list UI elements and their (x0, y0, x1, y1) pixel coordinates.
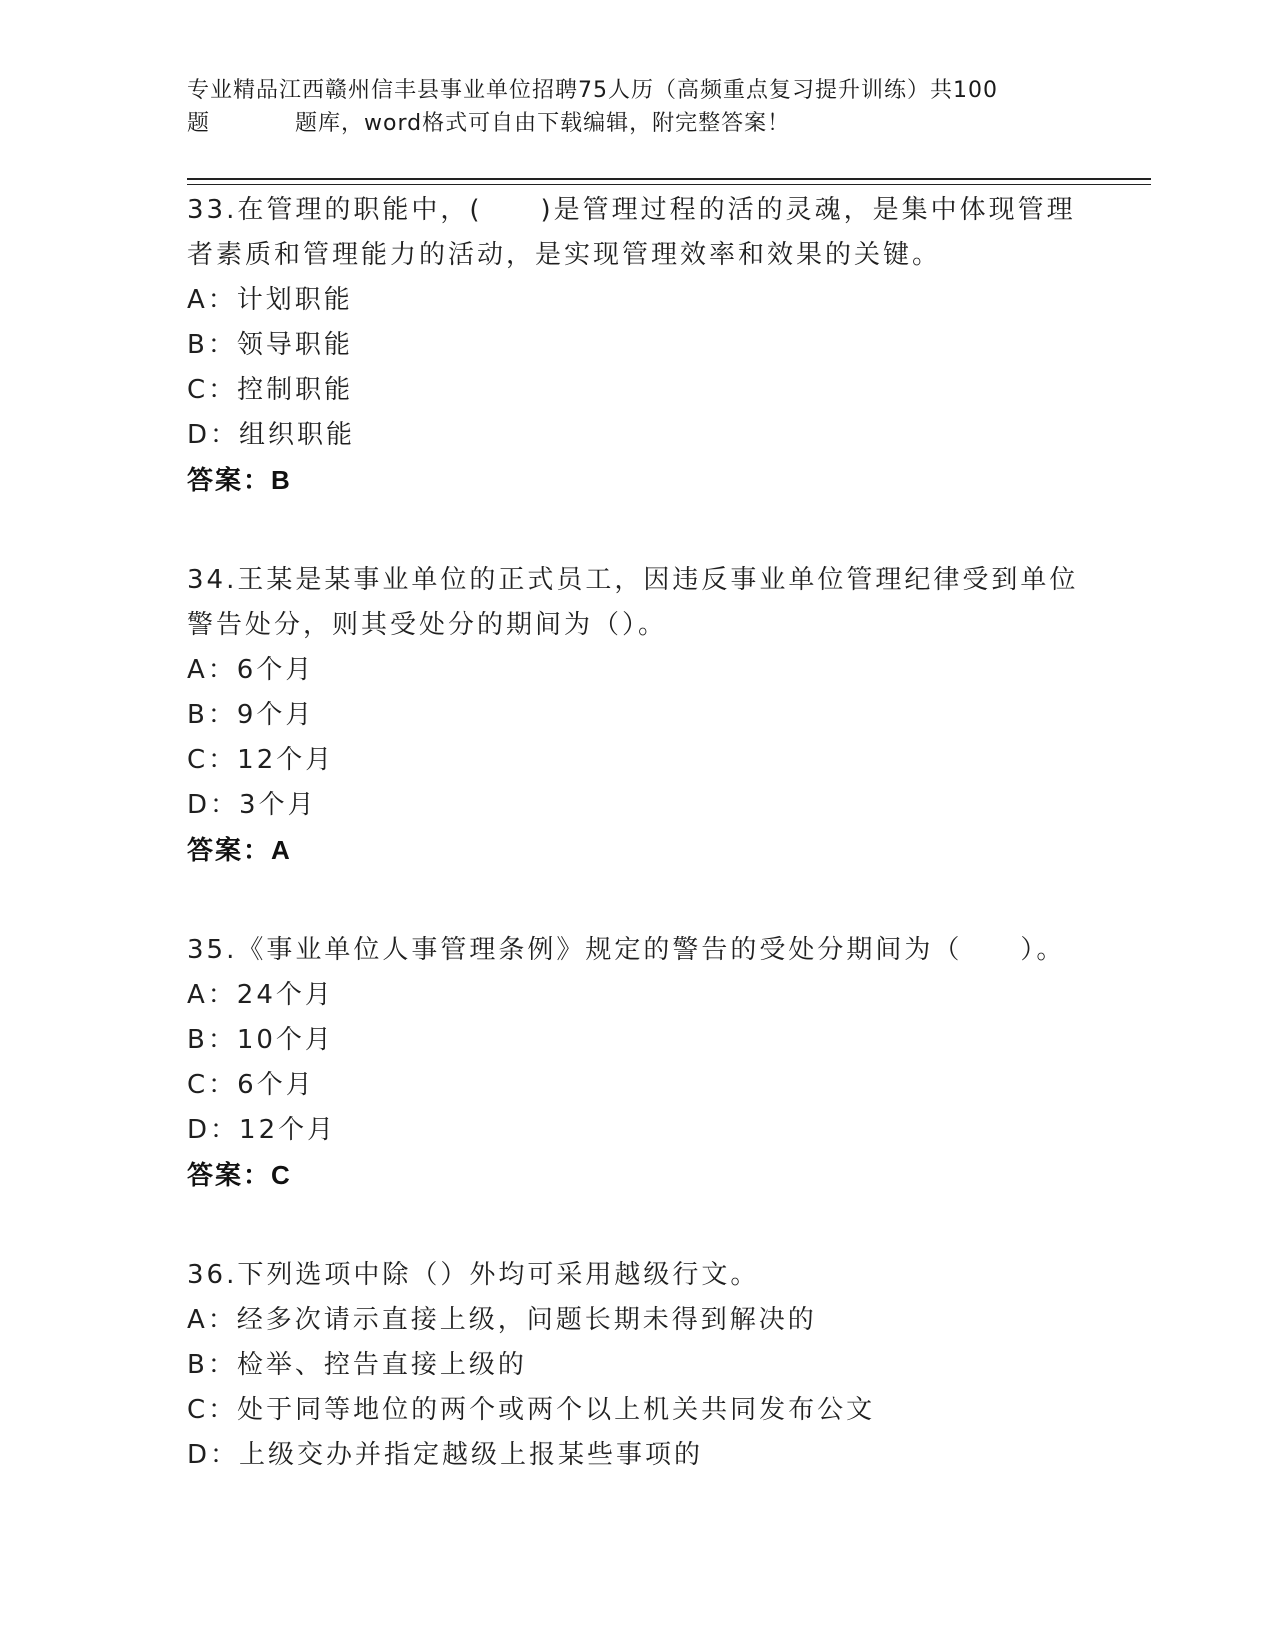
option-d: D：12个月 (187, 1115, 337, 1145)
option-d: D：3个月 (187, 790, 317, 820)
option-a: A：经多次请示直接上级，问题长期未得到解决的 (187, 1305, 817, 1335)
option-c: C：6个月 (187, 1070, 315, 1100)
option-c: C：处于同等地位的两个或两个以上机关共同发布公文 (187, 1395, 876, 1425)
option-c: C：12个月 (187, 745, 335, 775)
question-stem-line: 36.下列选项中除（）外均可采用越级行文。 (187, 1260, 760, 1290)
option-a: A：计划职能 (187, 285, 353, 315)
question-stem-line: 警告处分，则其受处分的期间为（）。 (187, 610, 668, 640)
question-35 (187, 928, 1087, 1198)
question-stem-line: 34.王某是某事业单位的正式员工，因违反事业单位管理纪律受到单位 (187, 565, 1079, 595)
answer-label: 答案：C (187, 1160, 292, 1190)
question-36 (187, 1253, 1087, 1478)
option-a: A：24个月 (187, 980, 334, 1010)
header-title-line2-right: 题库，word格式可自由下载编辑，附完整答案！ (295, 111, 791, 136)
question-stem-line: 35.《事业单位人事管理条例》规定的警告的受处分期间为（ ）。 (187, 935, 1066, 965)
option-d: D：上级交办并指定越级上报某些事项的 (187, 1440, 704, 1470)
question-stem-line: 者素质和管理能力的活动，是实现管理效率和效果的关键。 (187, 240, 942, 270)
option-b: B：领导职能 (187, 330, 353, 360)
option-b: B：检举、控告直接上级的 (187, 1350, 527, 1380)
question-34 (187, 558, 1087, 873)
header-divider-thin (187, 184, 1151, 185)
option-b: B：9个月 (187, 700, 315, 730)
option-d: D：组织职能 (187, 420, 356, 450)
option-c: C：控制职能 (187, 375, 354, 405)
question-stem-line: 33.在管理的职能中，( )是管理过程的活的灵魂，是集中体现管理 (187, 195, 1076, 225)
header-title-line2-left: 题 (187, 111, 211, 136)
header-title-line1: 专业精品江西赣州信丰县事业单位招聘75人历（高频重点复习提升训练）共100 (187, 78, 998, 103)
answer-label: 答案：A (187, 835, 292, 865)
option-a: A：6个月 (187, 655, 315, 685)
page-header (187, 74, 1067, 140)
question-list (187, 188, 1087, 1533)
answer-label: 答案：B (187, 465, 292, 495)
question-33 (187, 188, 1087, 503)
header-title-line2 (187, 107, 1067, 140)
option-b: B：10个月 (187, 1025, 334, 1055)
header-divider-thick (187, 178, 1151, 180)
